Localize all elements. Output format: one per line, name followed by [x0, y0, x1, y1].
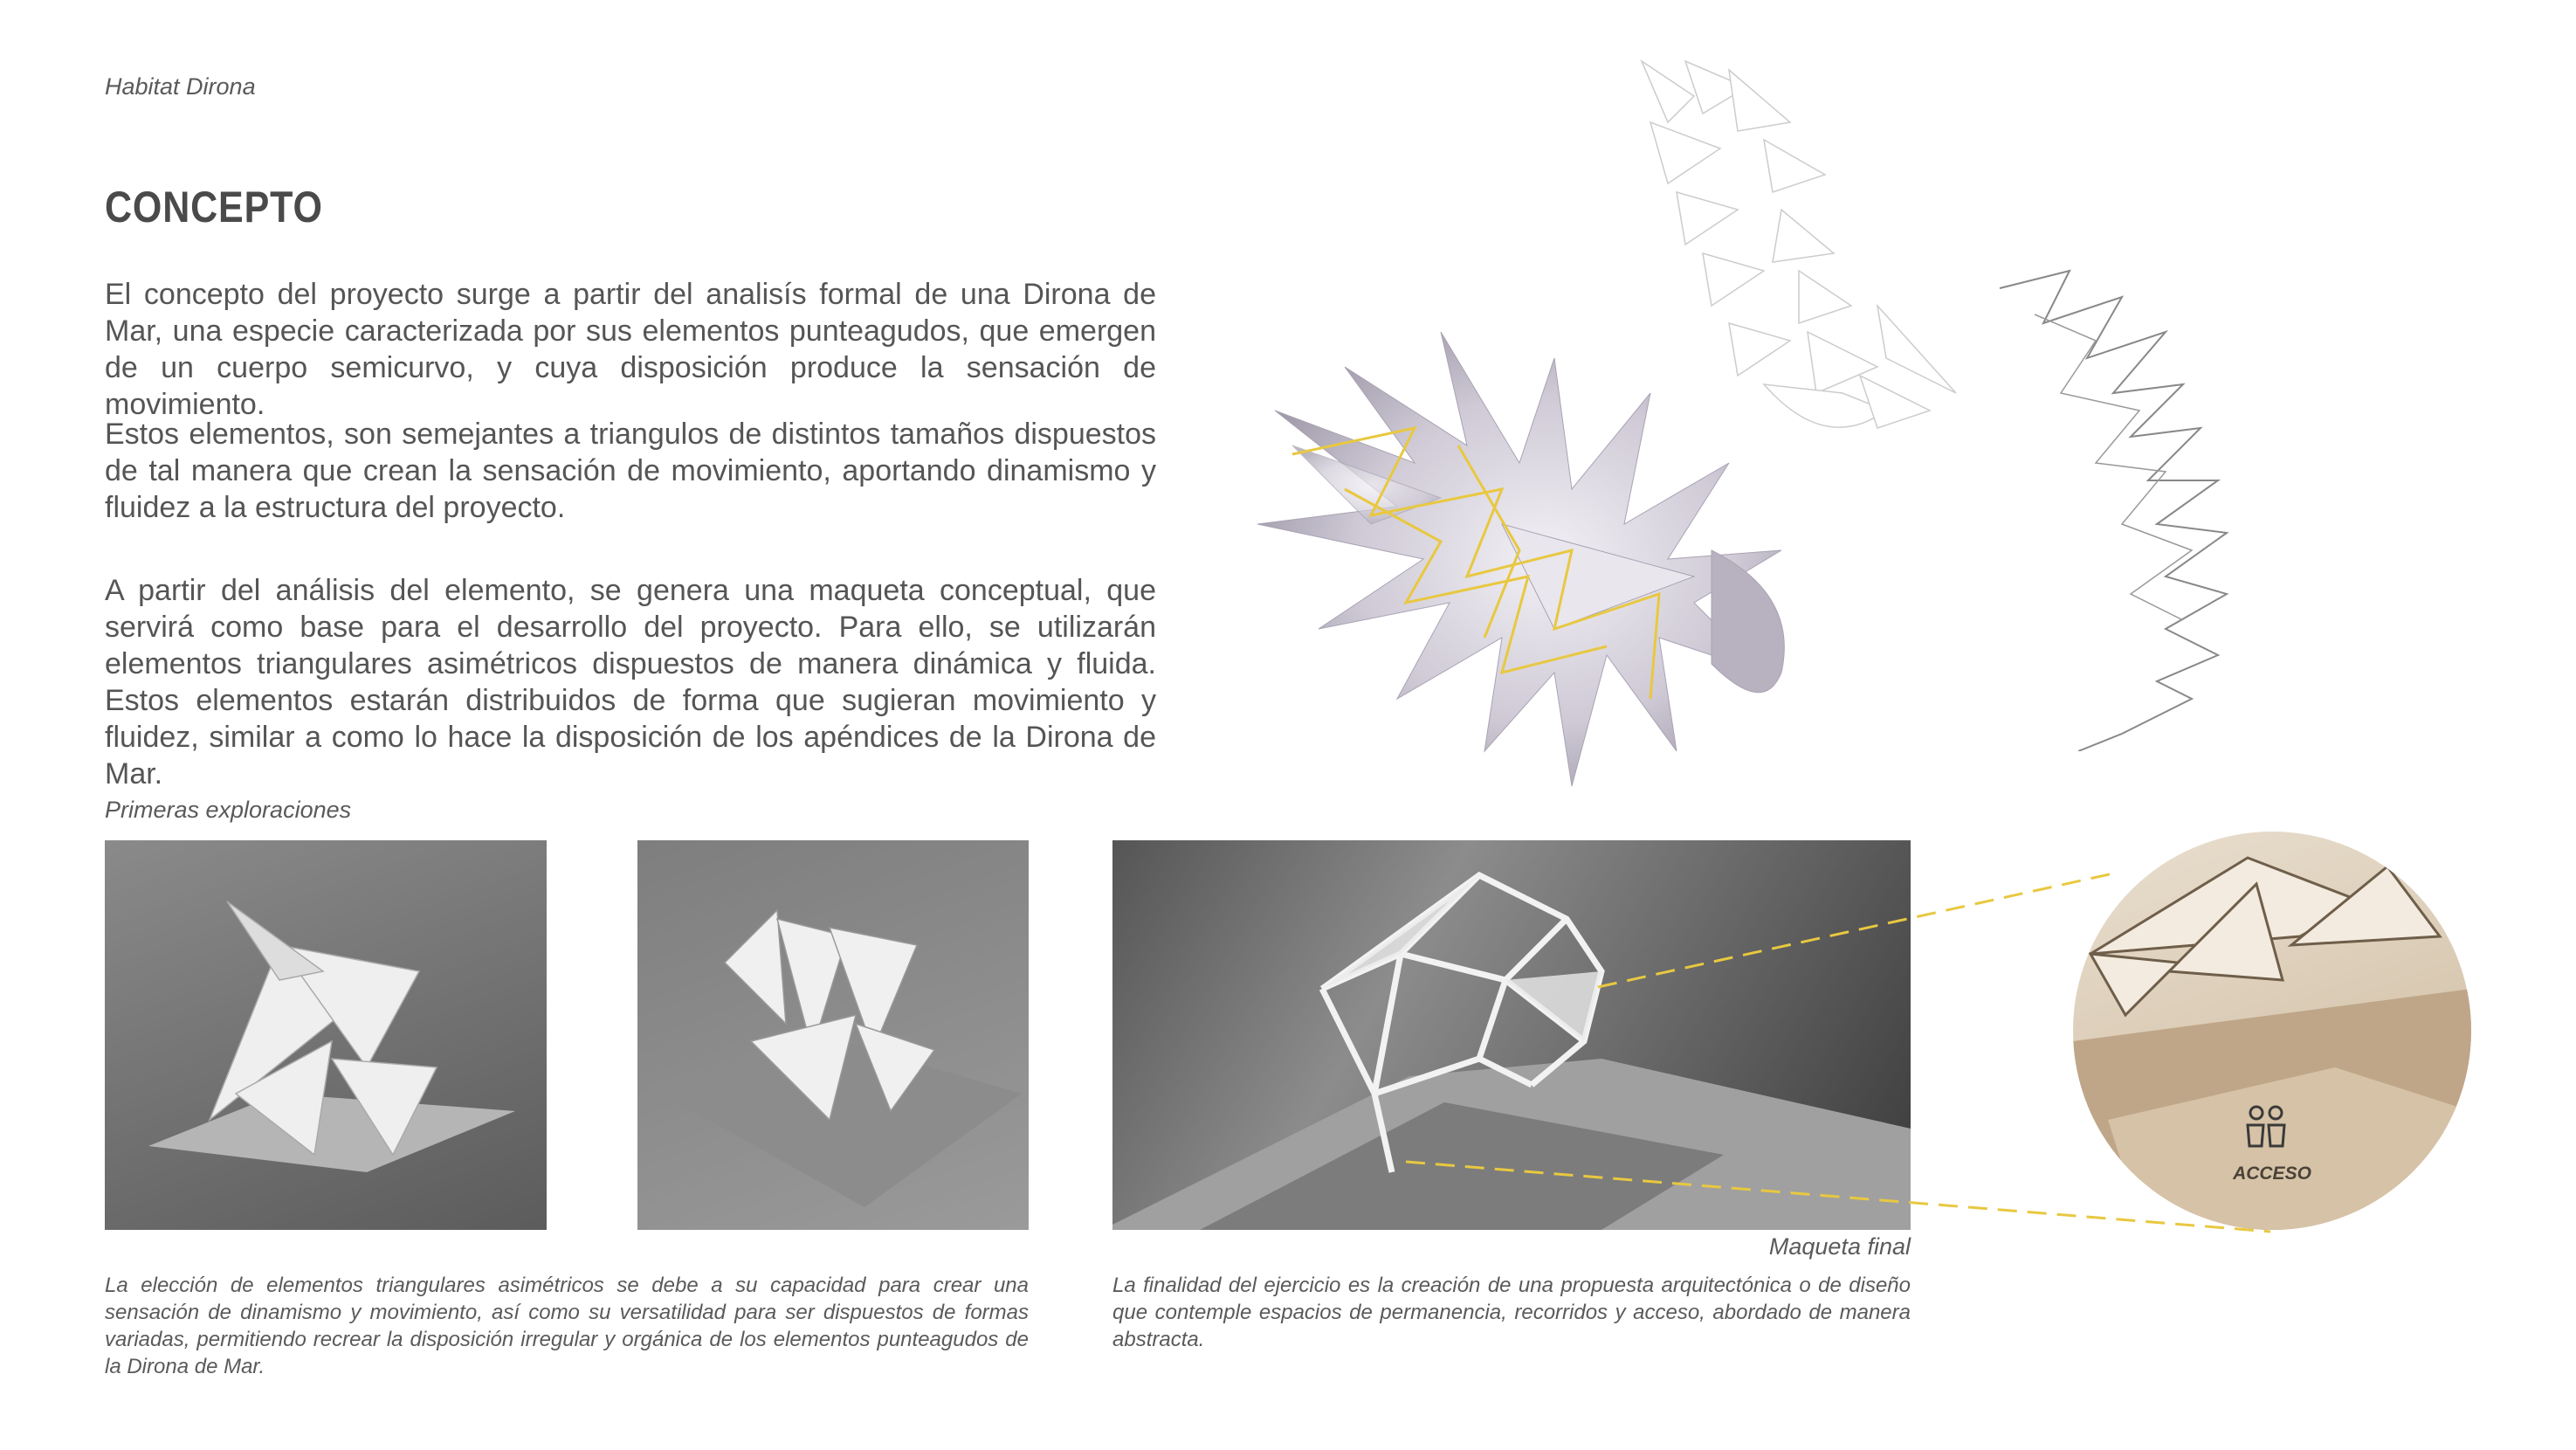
line-sketch — [1991, 262, 2288, 751]
exploration-photo-1 — [105, 840, 547, 1230]
final-model-label: Maqueta final — [1768, 1233, 1911, 1260]
page-title: CONCEPTO — [105, 183, 323, 231]
explorations-caption: La elección de elementos triangulares asimétricos se debe a su capacidad para crear una sensación de dinamismo y movimiento, así como su versatilidad para ser dispuestos de formas variadas, permitiendo recrear la disposición irregular y orgánica de los elementos punteagudos de la Dirona de Mar. — [105, 1274, 1029, 1378]
final-model-photo — [1112, 840, 1911, 1230]
project-name: Habitat Dirona — [105, 73, 256, 100]
detail-access-circle — [2073, 832, 2471, 1230]
paper-sculpture — [1624, 44, 1991, 463]
concept-paragraph-2: Estos elementos, son semejantes a triangulos de distintos tamaños dispuestos de tal manera que crean la sensación de movimiento, aportando dinamismo y fluidez a la estructura del proyecto. — [105, 418, 1156, 524]
exploration-photo-2 — [637, 840, 1029, 1230]
access-label: ACCESO — [2233, 1163, 2311, 1184]
concept-paragraph-1: El concepto del proyecto surge a partir del analisís formal de una Dirona de Mar, una especie caracterizada por sus elementos punteagudos, que emergen de un cuerpo semicurvo, y cuya disposición produce la sensación de movimiento. — [105, 278, 1156, 421]
final-model-caption: La finalidad del ejercicio es la creación de una propuesta arquitectónica o de diseño que contemple espacios de permanencia, recorridos y acceso, abordado de manera abstracta. — [1112, 1274, 1911, 1351]
explorations-label: Primeras exploraciones — [105, 797, 352, 823]
concept-paragraph-3: A partir del análisis del elemento, se genera una maqueta conceptual, que servirá como base para el desarrollo del proyecto. Para ello, se utilizarán elementos triangulares asimétricos dispuestos de manera dinámica y fluida. Estos elementos estarán distribuidos de forma que sugieran movimiento y fluidez, similar a como lo hace la disposición de los apéndices de la Dirona de Mar. — [105, 574, 1156, 791]
